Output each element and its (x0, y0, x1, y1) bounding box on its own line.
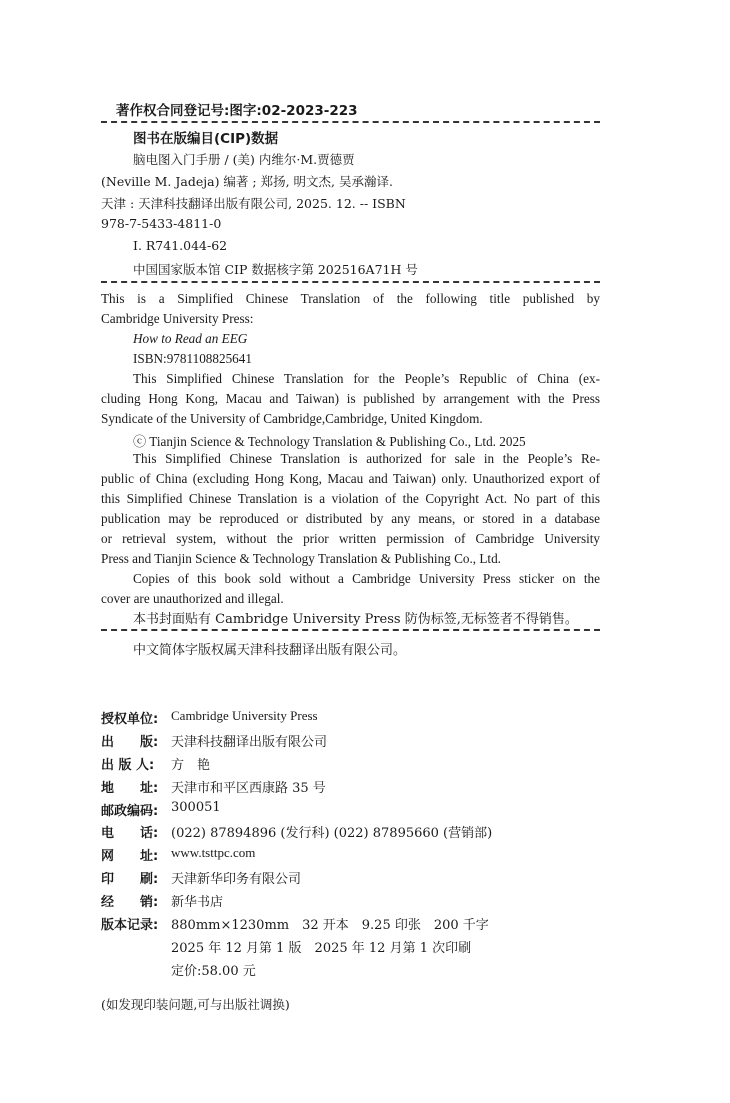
cip-line: 脑电图入门手册 / (美) 内维尔·M.贾德贾 (133, 152, 355, 167)
copyright-contract-number: 著作权合同登记号:图字:02-2023-223 (116, 103, 358, 119)
english-paragraph-line: cluding Hong Kong, Macau and Taiwan) is published by arrangement with the Press (101, 391, 600, 406)
english-paragraph-line: Syndicate of the University of Cambridge,Cambridge, United Kingdom. (101, 411, 483, 426)
cip-line: 中国国家版本馆 CIP 数据核字第 202516A71H 号 (133, 262, 418, 277)
english-paragraph-line: public of China (excluding Hong Kong, Macau and Taiwan) only. Unauthorized export of (101, 471, 600, 486)
pub-value: (022) 87894896 (发行科) (022) 87895660 (营销部) (171, 826, 493, 841)
pub-label: 网 址: (101, 849, 159, 864)
cip-line: Ⅰ. R741.044-62 (133, 238, 228, 253)
pub-label: 电 话: (101, 826, 159, 841)
english-paragraph-line: cover are unauthorized and illegal. (101, 591, 284, 606)
english-paragraph-line: or retrieval system, without the prior written permission of Cambridge University (101, 531, 600, 546)
english-paragraph-line: publication may be reproduced or distributed by any means, or stored in a database (101, 511, 600, 526)
footer-note: (如发现印装问题,可与出版社调换) (101, 997, 290, 1012)
pub-value: Cambridge University Press (171, 708, 318, 723)
english-paragraph-line: Press and Tianjin Science & Technology Translation & Publishing Co., Ltd. (101, 551, 501, 566)
pub-label: 经 销: (101, 895, 159, 910)
cip-title: 图书在版编目(CIP)数据 (133, 131, 279, 147)
pub-value: 天津科技翻译出版有限公司 (171, 735, 328, 750)
pub-value: 天津市和平区西康路 35 号 (171, 781, 326, 796)
sticker-notice: 本书封面贴有 Cambridge University Press 防伪标签,无标签者不得销售。 (133, 612, 578, 627)
cip-line: (Neville M. Jadeja) 编著 ; 郑扬, 明文杰, 吴承瀚译. (101, 174, 393, 189)
divider (101, 629, 600, 631)
price: 定价:58.00 元 (171, 964, 256, 979)
english-paragraph-line: Copies of this book sold without a Cambridge University Press sticker on the (133, 571, 600, 586)
cip-line: 天津 : 天津科技翻译出版有限公司, 2025. 12. -- ISBN (101, 196, 406, 211)
pub-value: 300051 (171, 800, 221, 815)
pub-value: 方 艳 (171, 758, 211, 773)
cip-line: 978-7-5433-4811-0 (101, 216, 222, 231)
copyright-line: ⓒ Tianjin Science & Technology Translation & Publishing Co., Ltd. 2025 (133, 434, 526, 449)
pub-label: 地 址: (101, 781, 159, 796)
pub-label: 出 版: (101, 735, 159, 750)
pub-value: 新华书店 (171, 895, 224, 910)
edition-info: 2025 年 12 月第 1 版 2025 年 12 月第 1 次印刷 (171, 941, 472, 956)
pub-label: 印 刷: (101, 872, 159, 887)
rights-statement: 中文简体字版权属天津科技翻译出版有限公司。 (133, 643, 407, 658)
pub-label: 授权单位: (101, 712, 159, 727)
pub-label: 出 版 人: (101, 758, 155, 773)
pub-label: 版本记录: (101, 918, 159, 933)
pub-value: 880mm×1230mm 32 开本 9.25 印张 200 千字 (171, 918, 489, 933)
english-intro-line: Cambridge University Press: (101, 311, 254, 326)
english-paragraph-line: This Simplified Chinese Translation for the People’s Republic of China (ex- (133, 371, 600, 386)
english-paragraph-line: this Simplified Chinese Translation is a violation of the Copyright Act. No part of this (101, 491, 600, 506)
pub-value: www.tsttpc.com (171, 845, 256, 860)
divider (101, 121, 600, 123)
english-intro-line: This is a Simplified Chinese Translation of the following title published by (101, 291, 600, 306)
book-title: How to Read an EEG (133, 331, 248, 346)
isbn: ISBN:9781108825641 (133, 351, 252, 366)
english-paragraph-line: This Simplified Chinese Translation is authorized for sale in the People’s Re- (133, 451, 600, 466)
pub-label: 邮政编码: (101, 804, 159, 819)
divider (101, 281, 600, 283)
pub-value: 天津新华印务有限公司 (171, 872, 302, 887)
